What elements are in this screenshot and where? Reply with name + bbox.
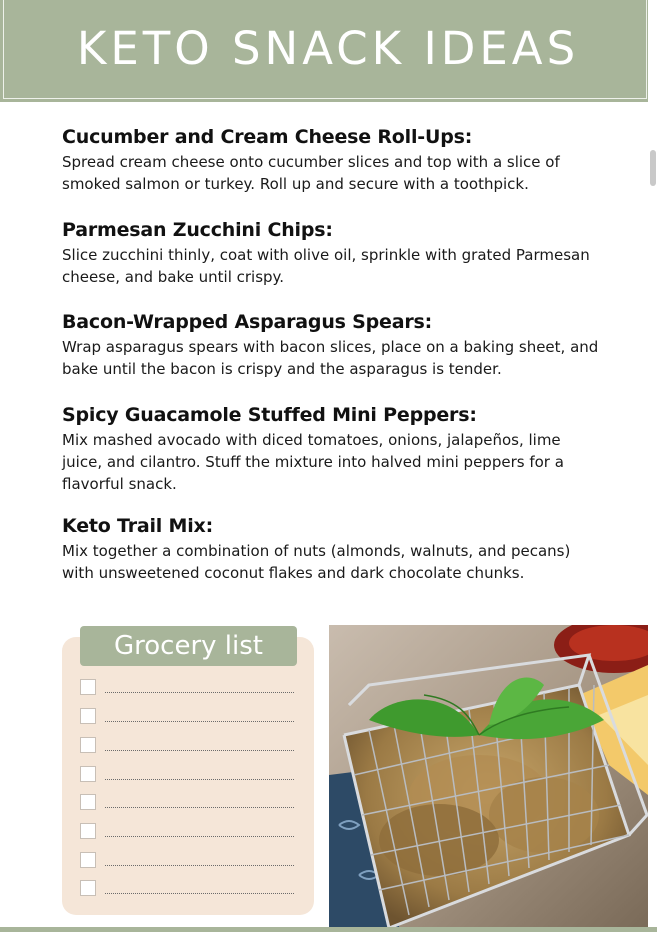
snack-description: Wrap asparagus spears with bacon slices, place on a baking sheet, and bake until the bacon is crispy and the asparagus is tender. <box>62 338 599 378</box>
snack-item <box>62 126 602 195</box>
grocery-checkbox[interactable] <box>80 679 96 695</box>
grocery-item <box>80 880 295 898</box>
grocery-item <box>80 708 295 726</box>
snack-item <box>62 404 602 495</box>
snack-title: Parmesan Zucchini Chips: <box>62 219 333 241</box>
grocery-write-line[interactable] <box>105 721 294 722</box>
snack-title: Bacon-Wrapped Asparagus Spears: <box>62 311 433 333</box>
snack-description: Mix mashed avocado with diced tomatoes, onions, jalapeños, lime juice, and cilantro. Stuff the mixture into halved mini peppers for a flavorful snack. <box>62 431 564 493</box>
grocery-write-line[interactable] <box>105 865 294 866</box>
header-banner <box>0 0 648 102</box>
zucchini-chips-photo <box>329 625 648 928</box>
grocery-checkbox[interactable] <box>80 794 96 810</box>
grocery-write-line[interactable] <box>105 836 294 837</box>
snack-title: Keto Trail Mix: <box>62 515 214 537</box>
grocery-item <box>80 766 295 784</box>
grocery-write-line[interactable] <box>105 779 294 780</box>
grocery-checkbox[interactable] <box>80 766 96 782</box>
grocery-item <box>80 852 295 870</box>
snack-description: Slice zucchini thinly, coat with olive oil, sprinkle with grated Parmesan cheese, and bake until crispy. <box>62 246 590 286</box>
grocery-checkbox[interactable] <box>80 737 96 753</box>
grocery-write-line[interactable] <box>105 893 294 894</box>
grocery-item <box>80 679 295 697</box>
footer-rule <box>0 927 657 932</box>
snack-item <box>62 311 602 380</box>
grocery-write-line[interactable] <box>105 692 294 693</box>
scrollbar-thumb[interactable] <box>650 150 656 186</box>
snack-description: Spread cream cheese onto cucumber slices and top with a slice of smoked salmon or turkey. Roll up and secure with a toothpick. <box>62 153 560 193</box>
grocery-item <box>80 737 295 755</box>
grocery-checkbox[interactable] <box>80 852 96 868</box>
grocery-write-line[interactable] <box>105 807 294 808</box>
snack-item <box>62 219 602 288</box>
snack-item <box>62 515 602 584</box>
grocery-item <box>80 823 295 841</box>
page-title: KETO SNACK IDEAS <box>76 22 580 75</box>
grocery-list-title: Grocery list <box>80 626 297 666</box>
snack-title: Spicy Guacamole Stuffed Mini Peppers: <box>62 404 477 426</box>
grocery-write-line[interactable] <box>105 750 294 751</box>
snack-description: Mix together a combination of nuts (almonds, walnuts, and pecans) with unsweetened coconut flakes and dark chocolate chunks. <box>62 542 571 582</box>
snack-title: Cucumber and Cream Cheese Roll-Ups: <box>62 126 473 148</box>
grocery-checkbox[interactable] <box>80 823 96 839</box>
grocery-checkbox[interactable] <box>80 708 96 724</box>
grocery-item <box>80 794 295 812</box>
grocery-checkbox[interactable] <box>80 880 96 896</box>
